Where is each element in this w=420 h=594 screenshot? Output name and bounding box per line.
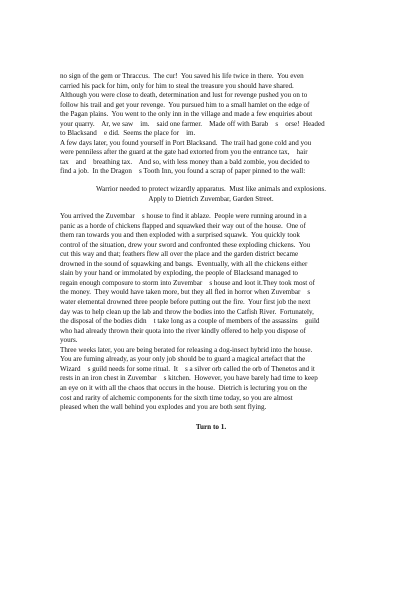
paragraph-zuvembar-house: You arrived the Zuvembar s house to find it ablaze. People were running around in a panic as a horde of chickens flapped and squawked their way out of the house. One of them ran towards you and then exploded with a surprised squawk. You quickly took control of the situation, drew your sword and confronted these exploding chickens. You cut this way and that; feathers flew all over the place and the garden district became drowned in the sound of squawking and bangs. Eventually, with all the chickens either slain by your hand or immolated by exploding, the people of Blacksand managed to regain enough composure to storm into Zuvembar s house and loot it.They took most of the money. They would have taken more, but they all fled in horror when Zuvembar s water elemental drowned three people before putting out the fire. Your first job the next day was to help clean up the lab and throw the bodies into the Catfish River. Fortunately, the disposal of the bodies didn t take long as a couple of members of the assassins guild who had already thrown their quota into the river kindly offered to help you dispose of yours. (60, 212, 320, 345)
job-notice (60, 185, 362, 204)
turn-to-instruction: Turn to 1. (195, 422, 227, 431)
notice-line: Warrior needed to protect wizardly apparatus. Must like animals and explosions. (95, 185, 327, 194)
paragraph-gem-pursuit: no sign of the gem or Thraccus. The cur! You saved his life twice in there. You even carried his pack for him, only for him to steal the treasure you should have shared. Although you were close to death, determination and lust for revenge pushed you on to follow his trail and get your revenge. You pursued him to a small hamlet on the edge of the Pagan plains. You went to the only inn in the village and made a few enquiries about your quarry. Ar, we saw im. said one farmer. Made off with Barab s orse! Headed to Blacksand e did. Seems the place for im. (60, 72, 325, 138)
paragraph-three-weeks-later: Three weeks later, you are being berated for releasing a dog-insect hybrid into the house. You are fuming already, as your only job should be to guard a magical artefact that the Wizard s guild needs for some ritual. It s a silver orb called the orb of Thenetos and it rests in an iron chest in Zuvembar s kitchen. However, you have barely had time to keep an eye on it with all the chaos that occurs in the house. Dietrich is lecturing you on the cost and rarity of alchemic components for the sixth time today, so you are almost pleased when the wall behind you explodes and you are both sent flying. (60, 345, 318, 412)
paragraph-port-blacksand: A few days later, you found yourself in Port Blacksand. The trail had gone cold and you were penniless after the guard at the gate had extorted from you the entrance tax, hair tax and breathing tax. And so, with less money than a bald zombie, you decided to find a job. In the Dragon s Tooth Inn, you found a scrap of paper pinned to the wall: (60, 138, 312, 176)
notice-line: Apply to Dietrich Zuvembar, Garden Street. (148, 194, 274, 203)
